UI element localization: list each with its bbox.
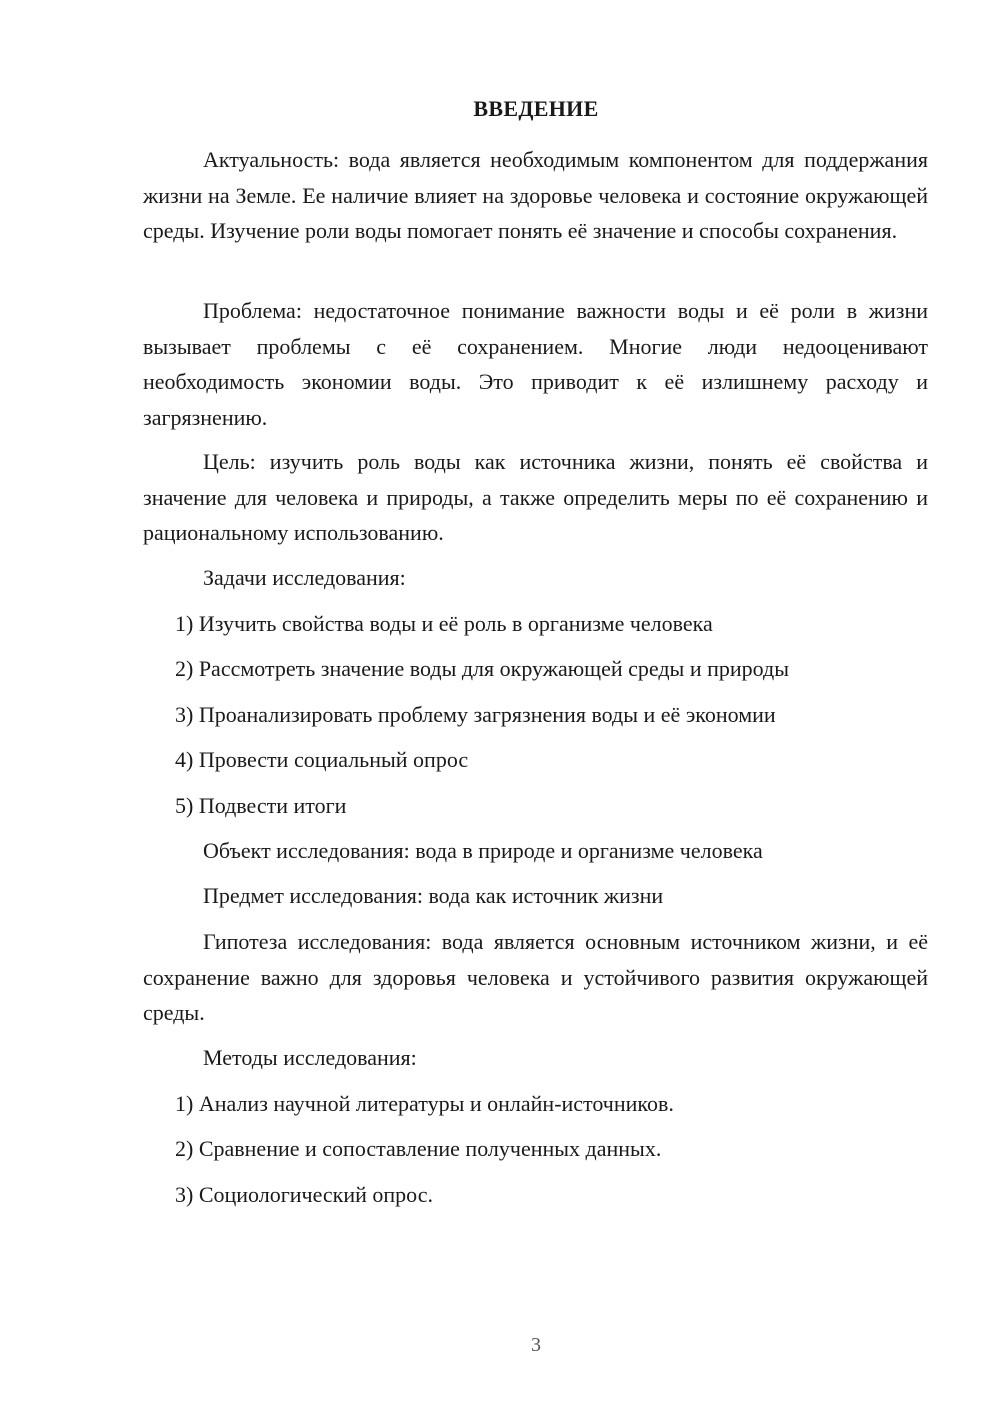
list-item: 1) Изучить свойства воды и её роль в организме человека: [175, 611, 713, 636]
paragraph-goal: Цель: изучить роль воды как источника жизни, понять её свойства и значение для человека и природы, а также определить меры по её сохранению и рациональному использованию.: [143, 449, 928, 545]
list-item: 1) Анализ научной литературы и онлайн-источников.: [175, 1091, 674, 1116]
paragraph-problem: Проблема: недостаточное понимание важности воды и её роли в жизни вызывает проблемы с её сохранением. Многие люди недооценивают необходимость экономии воды. Это приводит к её излишнему расходу и загрязнению.: [143, 298, 928, 430]
list-item: 2) Рассмотреть значение воды для окружающей среды и природы: [175, 656, 790, 681]
research-subject: Предмет исследования: вода как источник жизни: [203, 883, 664, 908]
research-object: Объект исследования: вода в природе и организме человека: [203, 838, 763, 863]
methods-heading: Методы исследования:: [203, 1045, 417, 1070]
list-item: 4) Провести социальный опрос: [175, 747, 469, 772]
page-number: 3: [531, 1334, 541, 1356]
tasks-heading: Задачи исследования:: [203, 565, 406, 590]
paragraph-relevance: Актуальность: вода является необходимым компонентом для поддержания жизни на Земле. Ее наличие влияет на здоровье человека и состояние окружающей среды. Изучение роли воды помогает понять её значение и способы сохранения.: [143, 147, 928, 243]
list-item: 3) Проанализировать проблему загрязнения воды и её экономии: [175, 702, 776, 727]
page-title: ВВЕДЕНИЕ: [473, 96, 599, 121]
paragraph-hypothesis: Гипотеза исследования: вода является основным источником жизни, и её сохранение важно для здоровья человека и устойчивого развития окружающей среды.: [143, 929, 928, 1025]
list-item: 2) Сравнение и сопоставление полученных данных.: [175, 1136, 662, 1161]
list-item: 5) Подвести итоги: [175, 793, 347, 818]
list-item: 3) Социологический опрос.: [175, 1182, 433, 1207]
